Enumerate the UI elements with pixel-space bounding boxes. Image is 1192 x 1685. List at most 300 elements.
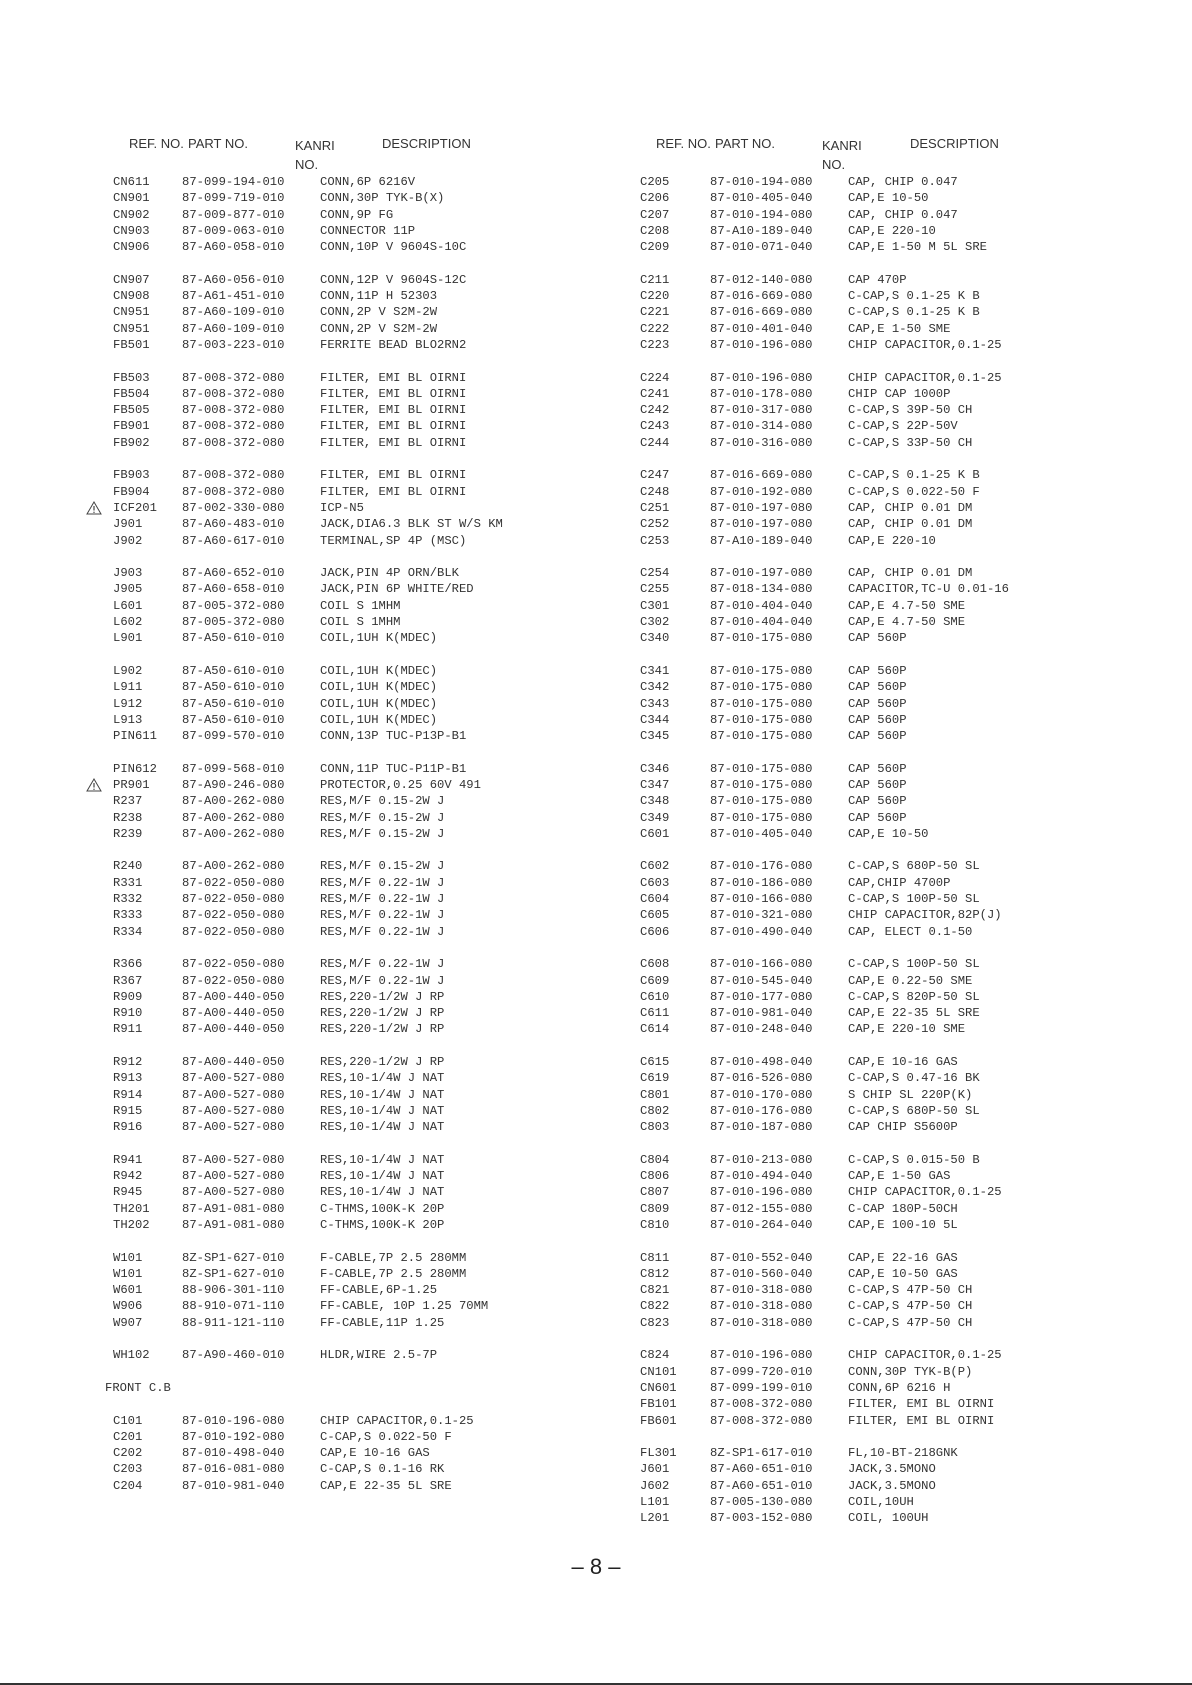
description: CHIP CAPACITOR,0.1-25 (848, 1185, 1002, 1200)
part-no: 87-010-175-080 (710, 794, 813, 809)
row-spacer (0, 1396, 560, 1412)
table-row (527, 321, 1087, 337)
part-no: 87-A50-610-010 (182, 663, 285, 678)
part-no: 87-010-405-040 (710, 191, 813, 206)
part-no: 87-A00-262-080 (182, 810, 285, 825)
ref-no: PIN612 (113, 761, 157, 776)
ref-no: R332 (113, 892, 143, 907)
ref-no: FB505 (113, 403, 150, 418)
ref-no: C254 (640, 566, 670, 581)
description: JACK,PIN 4P ORN/BLK (320, 566, 459, 581)
part-no: 87-010-264-040 (710, 1218, 813, 1232)
description: ICP-N5 (320, 500, 364, 515)
description: RES,M/F 0.22-1W J (320, 957, 445, 972)
row-spacer (527, 1233, 1087, 1249)
row-spacer (0, 1038, 560, 1054)
description: CONN,10P V 9604S-10C (320, 240, 467, 255)
part-no: 87-010-560-040 (710, 1266, 813, 1281)
description: COIL,1UH K(MDEC) (320, 680, 438, 695)
ref-no: C811 (640, 1250, 670, 1265)
ref-no: L911 (113, 680, 143, 695)
part-no: 87-008-372-080 (182, 386, 285, 401)
row-spacer (527, 353, 1087, 369)
table-row (0, 1152, 560, 1168)
header-part-no: PART NO. (715, 136, 775, 151)
description: RES,M/F 0.15-2W J (320, 859, 445, 874)
description: CAPACITOR,TC-U 0.01-16 (848, 582, 1009, 597)
part-no: 87-A00-527-080 (182, 1152, 285, 1167)
ref-no: R238 (113, 810, 143, 825)
ref-no: C349 (640, 810, 670, 825)
description: CHIP CAPACITOR,0.1-25 (848, 370, 1002, 385)
table-row (527, 500, 1087, 516)
description: CAP,E 220-10 SME (848, 1022, 966, 1037)
part-no: 87-010-318-080 (710, 1299, 813, 1314)
ref-no: R333 (113, 908, 143, 923)
description: COIL S 1MHM (320, 615, 401, 630)
description: CHIP CAPACITOR,82P(J) (848, 908, 1002, 923)
part-no: 87-A00-440-050 (182, 989, 285, 1004)
description: RES,10-1/4W J NAT (320, 1185, 445, 1200)
table-row (527, 826, 1087, 842)
table-row (0, 207, 560, 223)
part-no: 87-010-192-080 (182, 1429, 285, 1444)
table-row (527, 630, 1087, 646)
ref-no: C208 (640, 223, 670, 238)
ref-no: C203 (113, 1462, 143, 1477)
table-row (527, 679, 1087, 695)
row-spacer (0, 647, 560, 663)
part-no: 87-A50-610-010 (182, 712, 285, 727)
description: CHIP CAPACITOR,0.1-25 (320, 1413, 474, 1428)
table-row (0, 223, 560, 239)
part-no: 87-010-175-080 (710, 810, 813, 825)
description: CONNECTOR 11P (320, 223, 416, 238)
ref-no: L201 (640, 1511, 670, 1526)
table-row (0, 1103, 560, 1119)
header-part-no: PART NO. (188, 136, 248, 151)
ref-no: FB901 (113, 419, 150, 434)
ref-no: C344 (640, 712, 670, 727)
part-no: 87-022-050-080 (182, 957, 285, 972)
description: C-CAP,S 47P-50 CH (848, 1299, 973, 1314)
part-no: 87-010-196-080 (710, 337, 813, 352)
ref-no: FB902 (113, 435, 150, 450)
description: COIL S 1MHM (320, 598, 401, 613)
table-row (527, 598, 1087, 614)
description: CAP,E 0.22-50 SME (848, 973, 973, 988)
part-no: 88-910-071-110 (182, 1299, 285, 1314)
ref-no: C252 (640, 517, 670, 532)
table-row (0, 1201, 560, 1217)
description: CAP,CHIP 4700P (848, 875, 951, 890)
part-no: 87-A60-056-010 (182, 272, 285, 287)
ref-no: R334 (113, 924, 143, 939)
table-row (0, 956, 560, 972)
table-row (0, 1119, 560, 1135)
table-row (527, 337, 1087, 353)
ref-no: ICF201 (113, 500, 157, 515)
table-row (527, 777, 1087, 793)
description: COIL,1UH K(MDEC) (320, 696, 438, 711)
ref-no: C603 (640, 875, 670, 890)
table-row (527, 712, 1087, 728)
table-row (0, 761, 560, 777)
table-row (0, 1021, 560, 1037)
ref-no: CN908 (113, 289, 150, 304)
row-spacer (527, 842, 1087, 858)
part-no: 8Z-SP1-627-010 (182, 1266, 285, 1281)
part-no: 87-099-719-010 (182, 191, 285, 206)
description: COIL,1UH K(MDEC) (320, 712, 438, 727)
ref-no: C615 (640, 1055, 670, 1070)
table-row (527, 565, 1087, 581)
ref-no: C823 (640, 1315, 670, 1330)
table-row (527, 1184, 1087, 1200)
part-no: 87-A00-527-080 (182, 1169, 285, 1184)
table-row (527, 386, 1087, 402)
table-row (527, 728, 1087, 744)
description: CAP,E 22-35 5L SRE (848, 1006, 980, 1021)
row-spacer (527, 1038, 1087, 1054)
description: CAP,E 22-35 5L SRE (320, 1478, 452, 1493)
description: C-CAP,S 680P-50 SL (848, 859, 980, 874)
table-row (527, 402, 1087, 418)
part-no: 87-010-196-080 (710, 1185, 813, 1200)
table-row (527, 875, 1087, 891)
part-no: 87-A50-610-010 (182, 631, 285, 646)
table-row (0, 1070, 560, 1086)
header-description: DESCRIPTION (382, 136, 471, 151)
ref-no: CN951 (113, 321, 150, 336)
table-row (527, 1347, 1087, 1363)
description: C-CAP,S 47P-50 CH (848, 1315, 973, 1330)
description: CAP,E 22-16 GAS (848, 1250, 958, 1265)
description: CAP,E 220-10 (848, 533, 936, 548)
table-row (0, 174, 560, 190)
table-row (527, 810, 1087, 826)
description: C-CAP,S 22P-50V (848, 419, 958, 434)
description: C-CAP 180P-50CH (848, 1201, 958, 1216)
description: C-CAP,S 39P-50 CH (848, 403, 973, 418)
part-no: 8Z-SP1-617-010 (710, 1446, 813, 1461)
part-no: 87-005-130-080 (710, 1495, 813, 1510)
ref-no: C347 (640, 777, 670, 792)
table-row (527, 614, 1087, 630)
description: TERMINAL,SP 4P (MSC) (320, 533, 467, 548)
part-no: 87-022-050-080 (182, 924, 285, 939)
part-no: 87-016-526-080 (710, 1071, 813, 1086)
header-kanri-no: NO. (822, 157, 846, 172)
ref-no: CN907 (113, 272, 150, 287)
table-row (0, 1217, 560, 1233)
ref-no: W601 (113, 1283, 143, 1298)
description: FILTER, EMI BL OIRNI (320, 484, 467, 499)
part-no: 87-A90-246-080 (182, 777, 285, 792)
description: C-CAP,S 0.1-25 K B (848, 305, 980, 320)
table-row (0, 907, 560, 923)
ref-no: C809 (640, 1201, 670, 1216)
part-no: 87-010-494-040 (710, 1169, 813, 1184)
description: CONN,6P 6216V (320, 175, 416, 189)
row-spacer (527, 1331, 1087, 1347)
part-no: 87-010-175-080 (710, 631, 813, 646)
part-no: 87-022-050-080 (182, 875, 285, 890)
description: FF-CABLE, 10P 1.25 70MM (320, 1299, 489, 1314)
row-spacer (0, 1136, 560, 1152)
row-spacer (527, 940, 1087, 956)
table-row (0, 304, 560, 320)
ref-no: FB601 (640, 1413, 677, 1428)
safety-warning-icon (86, 778, 102, 792)
part-no: 87-010-490-040 (710, 924, 813, 939)
ref-no: W101 (113, 1266, 143, 1281)
ref-no: R240 (113, 859, 143, 874)
description: FF-CABLE,11P 1.25 (320, 1315, 445, 1330)
table-row (0, 467, 560, 483)
description: RES,M/F 0.22-1W J (320, 875, 445, 890)
ref-no: C341 (640, 663, 670, 678)
ref-no: C205 (640, 175, 670, 189)
part-no: 87-010-316-080 (710, 435, 813, 450)
ref-no: C222 (640, 321, 670, 336)
table-row (0, 875, 560, 891)
table-row (0, 679, 560, 695)
description: FILTER, EMI BL OIRNI (320, 468, 467, 483)
description: RES,220-1/2W J RP (320, 989, 445, 1004)
header-kanri-no: NO. (295, 157, 319, 172)
ref-no: J901 (113, 517, 143, 532)
description: CAP,E 10-50 (848, 191, 929, 206)
part-no: 87-A00-262-080 (182, 826, 285, 841)
description: PROTECTOR,0.25 60V 491 (320, 777, 481, 792)
ref-no: J905 (113, 582, 143, 597)
part-no: 87-010-170-080 (710, 1087, 813, 1102)
column-header (0, 136, 560, 174)
description: C-CAP,S 820P-50 SL (848, 989, 980, 1004)
ref-no: CN901 (113, 191, 150, 206)
description: CAP,E 100-10 5L (848, 1218, 958, 1232)
ref-no: WH102 (113, 1348, 150, 1363)
table-row (0, 1266, 560, 1282)
table-row (0, 272, 560, 288)
part-no: 87-005-372-080 (182, 598, 285, 613)
ref-no: C207 (640, 207, 670, 222)
description: C-CAP,S 47P-50 CH (848, 1283, 973, 1298)
table-row (527, 793, 1087, 809)
part-no: 87-010-178-080 (710, 386, 813, 401)
ref-no: C604 (640, 892, 670, 907)
part-no: 87-016-669-080 (710, 468, 813, 483)
ref-no: R237 (113, 794, 143, 809)
ref-no: L902 (113, 663, 143, 678)
table-row (527, 1054, 1087, 1070)
ref-no: C204 (113, 1478, 143, 1493)
description: JACK,PIN 6P WHITE/RED (320, 582, 474, 597)
description: C-CAP,S 33P-50 CH (848, 435, 973, 450)
table-row (527, 1461, 1087, 1477)
description: CAP 560P (848, 712, 907, 727)
description: FL,10-BT-218GNK (848, 1446, 958, 1461)
ref-no: C244 (640, 435, 670, 450)
table-row (0, 435, 560, 451)
ref-no: C605 (640, 908, 670, 923)
row-spacer (0, 1331, 560, 1347)
table-row (527, 1070, 1087, 1086)
part-no: 87-008-372-080 (182, 419, 285, 434)
ref-no: C220 (640, 289, 670, 304)
table-row (0, 891, 560, 907)
ref-no: C609 (640, 973, 670, 988)
table-row (527, 223, 1087, 239)
description: C-CAP,S 0.47-16 BK (848, 1071, 980, 1086)
ref-no: L901 (113, 631, 143, 646)
ref-no: C804 (640, 1152, 670, 1167)
description: FILTER, EMI BL OIRNI (320, 435, 467, 450)
description: CAP 560P (848, 810, 907, 825)
ref-no: C807 (640, 1185, 670, 1200)
part-no: 87-A00-527-080 (182, 1120, 285, 1135)
ref-no: R915 (113, 1103, 143, 1118)
table-row (0, 598, 560, 614)
part-no: 87-010-175-080 (710, 761, 813, 776)
ref-no: FB504 (113, 386, 150, 401)
table-row (0, 1445, 560, 1461)
description: CAP,E 4.7-50 SME (848, 615, 966, 630)
description: CONN,2P V S2M-2W (320, 321, 438, 336)
header-description: DESCRIPTION (910, 136, 999, 151)
table-row (527, 272, 1087, 288)
table-row (527, 581, 1087, 597)
table-row (527, 907, 1087, 923)
ref-no: C211 (640, 272, 670, 287)
table-row (0, 239, 560, 255)
table-row (0, 614, 560, 630)
part-no: 87-A90-460-010 (182, 1348, 285, 1363)
table-row (0, 989, 560, 1005)
ref-no: C255 (640, 582, 670, 597)
ref-no: C301 (640, 598, 670, 613)
ref-no: R366 (113, 957, 143, 972)
part-no: 87-010-196-080 (710, 1348, 813, 1363)
header-kanri (295, 136, 335, 174)
ref-no: J602 (640, 1478, 670, 1493)
table-row (0, 1461, 560, 1477)
ref-no: R913 (113, 1071, 143, 1086)
ref-no: CN951 (113, 305, 150, 320)
table-row (0, 386, 560, 402)
ref-no: C248 (640, 484, 670, 499)
ref-no: R367 (113, 973, 143, 988)
description: CAP,E 10-16 GAS (848, 1055, 958, 1070)
header-kanri-label: KANRI (822, 138, 862, 153)
table-row (527, 484, 1087, 500)
description: C-CAP,S 0.022-50 F (848, 484, 980, 499)
table-row (527, 1494, 1087, 1510)
part-no: 87-A00-440-050 (182, 1055, 285, 1070)
table-row (0, 1413, 560, 1429)
description: FERRITE BEAD BLO2RN2 (320, 337, 467, 352)
part-no: 87-A00-262-080 (182, 859, 285, 874)
part-no: 87-010-197-080 (710, 566, 813, 581)
row-spacer (0, 940, 560, 956)
description: CAP,E 10-50 (848, 826, 929, 841)
description: CONN,13P TUC-P13P-B1 (320, 729, 467, 744)
table-row (0, 777, 560, 793)
table-row (527, 973, 1087, 989)
table-row (527, 1266, 1087, 1282)
ref-no: J903 (113, 566, 143, 581)
description: C-CAP,S 0.1-25 K B (848, 468, 980, 483)
description: RES,M/F 0.22-1W J (320, 973, 445, 988)
part-no: 87-010-166-080 (710, 892, 813, 907)
part-no: 87-A91-081-080 (182, 1218, 285, 1232)
ref-no: C806 (640, 1169, 670, 1184)
description: RES,M/F 0.15-2W J (320, 826, 445, 841)
ref-no: C606 (640, 924, 670, 939)
table-row (0, 826, 560, 842)
part-no: 87-010-498-040 (710, 1055, 813, 1070)
table-row (0, 793, 560, 809)
part-no: 87-010-545-040 (710, 973, 813, 988)
ref-no: C614 (640, 1022, 670, 1037)
description: CAP CHIP S5600P (848, 1120, 958, 1135)
ref-no: CN902 (113, 207, 150, 222)
part-no: 87-005-372-080 (182, 615, 285, 630)
description: CAP, CHIP 0.01 DM (848, 517, 973, 532)
part-no: 87-010-166-080 (710, 957, 813, 972)
table-row (527, 1282, 1087, 1298)
description: RES,10-1/4W J NAT (320, 1152, 445, 1167)
part-no: 87-099-720-010 (710, 1364, 813, 1379)
ref-no: C302 (640, 615, 670, 630)
ref-no: PIN611 (113, 729, 157, 744)
table-row (0, 858, 560, 874)
part-no: 87-010-176-080 (710, 1103, 813, 1118)
part-no: 87-010-187-080 (710, 1120, 813, 1135)
table-row (527, 1478, 1087, 1494)
table-row (0, 484, 560, 500)
row-spacer (527, 549, 1087, 565)
table-row (0, 500, 560, 516)
description: C-THMS,100K-K 20P (320, 1218, 445, 1232)
description: RES,220-1/2W J RP (320, 1006, 445, 1021)
table-row (0, 581, 560, 597)
ref-no: C243 (640, 419, 670, 434)
description: FILTER, EMI BL OIRNI (320, 386, 467, 401)
parts-list-left (0, 174, 560, 1494)
description: CAP 560P (848, 794, 907, 809)
page-number: – 8 – (571, 1554, 621, 1579)
ref-no: R942 (113, 1169, 143, 1184)
part-no: 87-A00-527-080 (182, 1103, 285, 1118)
ref-no: FB904 (113, 484, 150, 499)
table-row (0, 1282, 560, 1298)
table-row (527, 1021, 1087, 1037)
description: CAP 560P (848, 696, 907, 711)
ref-no: C619 (640, 1071, 670, 1086)
part-no: 87-A00-440-050 (182, 1022, 285, 1037)
part-no: 87-008-372-080 (182, 484, 285, 499)
part-no: 87-010-197-080 (710, 500, 813, 515)
ref-no: C821 (640, 1283, 670, 1298)
ref-no: L602 (113, 615, 143, 630)
description: CAP 560P (848, 663, 907, 678)
ref-no: R945 (113, 1185, 143, 1200)
table-row (527, 1103, 1087, 1119)
description: CONN,12P V 9604S-12C (320, 272, 467, 287)
ref-no: C802 (640, 1103, 670, 1118)
